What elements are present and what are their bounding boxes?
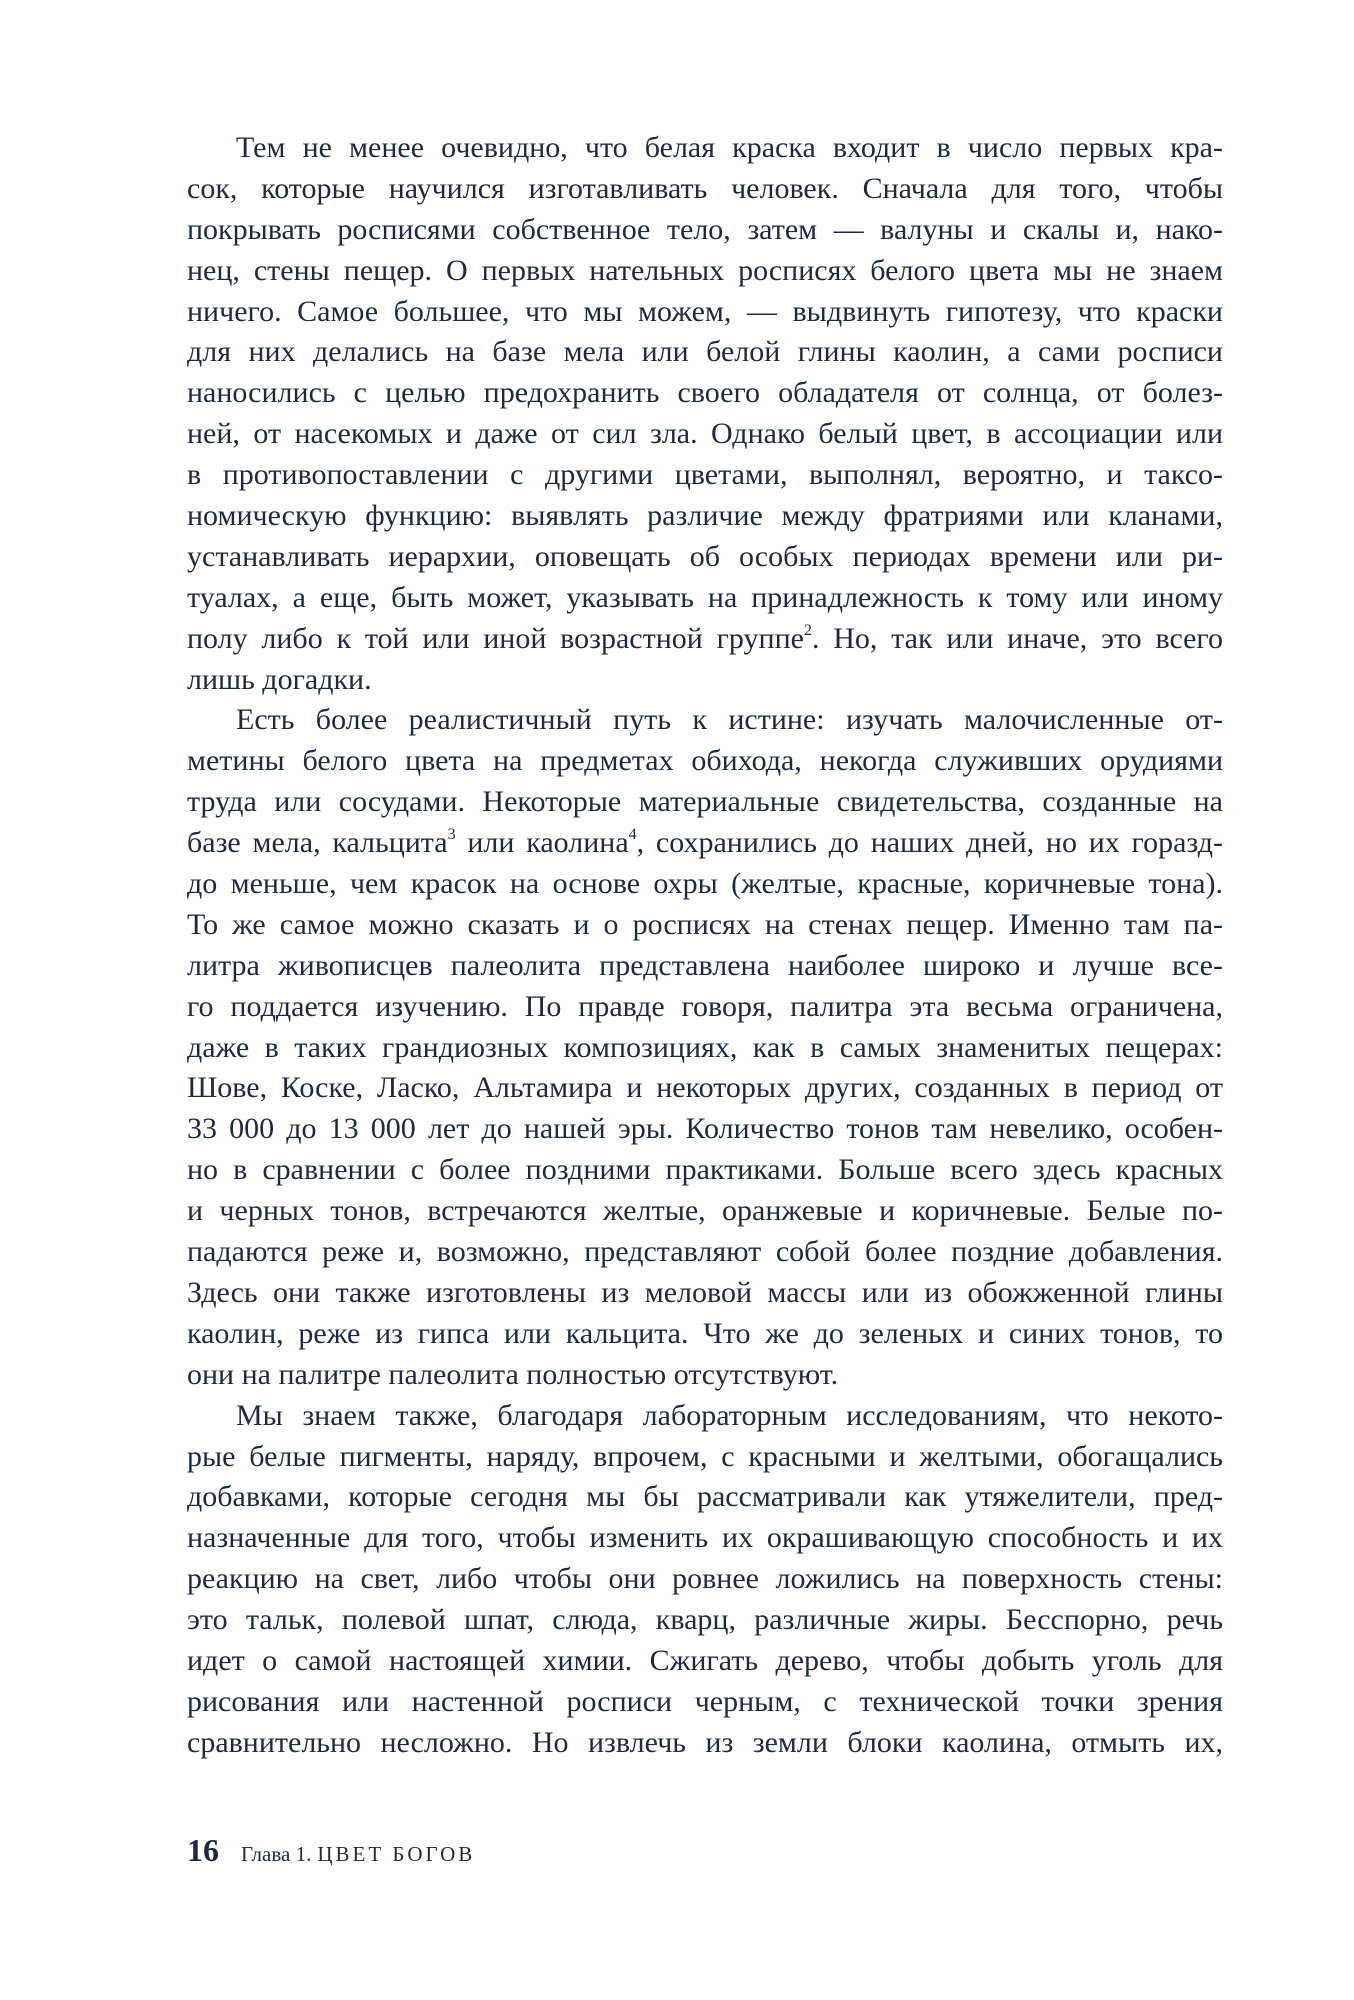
text-line: сравнительно несложно. Но извлечь из земли блоки каолина, отмыть их, [187, 1725, 1223, 1759]
text-line: покрывать росписями собственное тело, затем — валуны и скалы и, нако- [187, 212, 1223, 246]
text-line: ничего. Самое большее, что мы можем, — выдвинуть гипотезу, что краски [187, 294, 1223, 328]
text-line: реакцию на свет, либо чтобы они ровнее ложились на поверхность стены: [187, 1562, 1223, 1596]
text-line: устанавливать иерархии, оповещать об особых периодах времени или ри- [187, 539, 1223, 573]
text-line: рые белые пигменты, наряду, впрочем, с красными и желтыми, обогащались [187, 1439, 1223, 1473]
text-line: Тем не менее очевидно, что белая краска входит в число первых кра- [236, 131, 1223, 164]
text-line: назначенные для того, чтобы изменить их окрашивающую способность и их [187, 1521, 1223, 1555]
text-line: и черных тонов, встречаются желтые, оранжевые и коричневые. Белые по- [187, 1194, 1223, 1228]
text-line: для них делались на базе мела или белой глины каолин, а сами росписи [187, 335, 1223, 369]
text-line: в противопоставлении с другими цветами, выполнял, вероятно, и таксо- [187, 458, 1223, 492]
page-footer [187, 1832, 475, 1869]
text-line: Здесь они также изготовлены из меловой массы или из обожженной глины [187, 1275, 1223, 1309]
text-fragment: или каолина [455, 826, 629, 860]
text-line: до меньше, чем красок на основе охры (желтые, красные, коричневые тона). [187, 867, 1223, 901]
text-line: ней, от насекомых и даже от сил зла. Однако белый цвет, в ассоциации или [187, 417, 1223, 451]
text-line [187, 619, 1223, 660]
footnote-ref-3[interactable]: 3 [447, 826, 456, 844]
text-line: рисования или настенной росписи черным, с технической точки зрения [187, 1684, 1223, 1718]
text-line: Шове, Коске, Ласко, Альтамира и некоторых других, созданных в период от [187, 1071, 1223, 1105]
text-line: го поддается изучению. По правде говоря, палитра эта весьма ограничена, [187, 989, 1223, 1023]
text-line: но в сравнении с более поздними практиками. Больше всего здесь красных [187, 1153, 1223, 1187]
text-line: они на палитре палеолита полностью отсутствуют. [187, 1357, 839, 1391]
text-fragment: базе мела, кальцита [187, 826, 448, 860]
text-line: труда или сосудами. Некоторые материальные свидетельства, созданные на [187, 785, 1223, 819]
text-line: нец, стены пещер. О первых нательных росписях белого цвета мы не знаем [187, 253, 1223, 287]
text-line: литра живописцев палеолита представлена наиболее широко и лучше все- [187, 948, 1223, 982]
text-line: даже в таких грандиозных композициях, как в самых знаменитых пещерах: [187, 1030, 1223, 1064]
text-fragment: . Но, так или иначе, это всего [811, 621, 1223, 655]
text-line: лишь догадки. [187, 662, 372, 696]
footnote-ref-4[interactable]: 4 [628, 826, 637, 844]
text-line: То же самое можно сказать и о росписях на стенах пещер. Именно там па- [187, 907, 1223, 941]
footnote-ref-2[interactable]: 2 [803, 621, 812, 639]
body-text [187, 128, 1223, 1764]
text-line: падаются реже и, возможно, представляют собой более поздние добавления. [187, 1235, 1223, 1269]
text-line: наносились с целью предохранить своего обладателя от солнца, от болез- [187, 376, 1223, 410]
text-fragment: , сохранились до наших дней, но их горазд- [636, 826, 1223, 860]
text-line: Мы знаем также, благодаря лабораторным исследованиям, что некото- [236, 1398, 1223, 1432]
text-line: Есть более реалистичный путь к истине: изучать малочисленные от- [236, 703, 1223, 737]
text-line: номическую функцию: выявлять различие между фратриями или кланами, [187, 499, 1223, 533]
text-line: 33 000 до 13 000 лет до нашей эры. Количество тонов там невелико, особен- [187, 1112, 1223, 1146]
text-line: сок, которые научился изготавливать человек. Сначала для того, чтобы [187, 171, 1223, 205]
chapter-label: Глава 1. [241, 1842, 312, 1866]
text-line [187, 823, 1223, 864]
chapter-title: ЦВЕТ БОГОВ [317, 1842, 476, 1866]
text-fragment: полу либо к той или иной возрастной группе [187, 621, 804, 655]
page-number: 16 [187, 1832, 219, 1868]
text-line: метины белого цвета на предметах обихода, некогда служивших орудиями [187, 744, 1223, 778]
text-line: каолин, реже из гипса или кальцита. Что же до зеленых и синих тонов, то [187, 1316, 1223, 1350]
text-line: это тальк, полевой шпат, слюда, кварц, различные жиры. Бесспорно, речь [187, 1603, 1223, 1637]
text-line: добавками, которые сегодня мы бы рассматривали как утяжелители, пред- [187, 1480, 1223, 1514]
text-line: идет о самой настоящей химии. Сжигать дерево, чтобы добыть уголь для [187, 1643, 1223, 1677]
text-line: туалах, а еще, быть может, указывать на принадлежность к тому или иному [187, 580, 1223, 614]
